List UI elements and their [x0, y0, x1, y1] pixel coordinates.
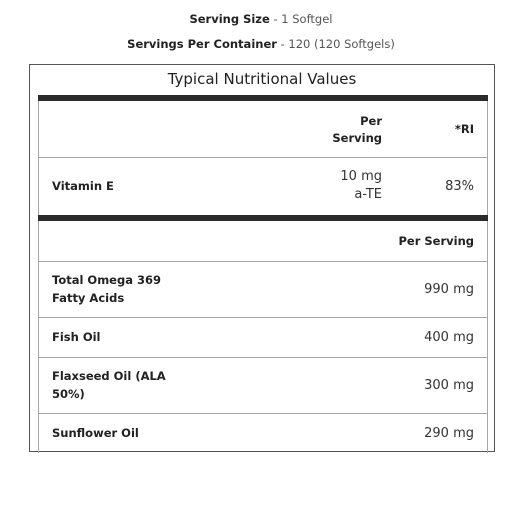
vitamin-amount-value: 10 mg [340, 169, 382, 184]
oil-name-line1: Fish Oil [52, 330, 101, 344]
oil-amount: 300 mg [424, 378, 474, 393]
row-divider [38, 261, 488, 262]
nutrition-panel [29, 64, 495, 452]
oil-name-line1: Sunflower Oil [52, 426, 139, 440]
serving-size-line [0, 12, 522, 26]
oils-header-per-serving: Per Serving [398, 234, 474, 248]
serving-size-value: - 1 Softgel [269, 12, 333, 26]
right-rule [487, 221, 488, 453]
vitamins-header-per: Per [360, 114, 382, 128]
row-divider [38, 157, 488, 158]
serving-size-label: Serving Size [189, 12, 270, 26]
oil-name-line1: Total Omega 369 [52, 273, 161, 287]
section-divider-top [38, 95, 488, 101]
vitamins-header-ri: *RI [454, 122, 474, 136]
oil-name-line1: Flaxseed Oil (ALA [52, 369, 166, 383]
panel-title: Typical Nutritional Values [167, 70, 357, 88]
servings-per-container-line [0, 37, 522, 51]
servings-per-container-label: Servings Per Container [127, 37, 277, 51]
row-divider [38, 317, 488, 318]
vitamin-amount-unit: a-TE [354, 187, 382, 202]
section-divider-middle [38, 215, 488, 221]
oil-amount: 400 mg [424, 330, 474, 345]
row-divider [38, 357, 488, 358]
vitamin-name: Vitamin E [52, 179, 114, 193]
vitamins-header-serving: Serving [332, 131, 382, 145]
oil-name-line2: 50%) [52, 387, 85, 401]
row-divider [38, 413, 488, 414]
oil-amount: 990 mg [424, 282, 474, 297]
oil-amount: 290 mg [424, 426, 474, 441]
vitamin-ri: 83% [445, 179, 474, 194]
servings-per-container-value: - 120 (120 Softgels) [276, 37, 395, 51]
left-rule [38, 221, 39, 453]
left-rule [38, 101, 39, 217]
oil-name-line2: Fatty Acids [52, 291, 125, 305]
right-rule [487, 101, 488, 217]
